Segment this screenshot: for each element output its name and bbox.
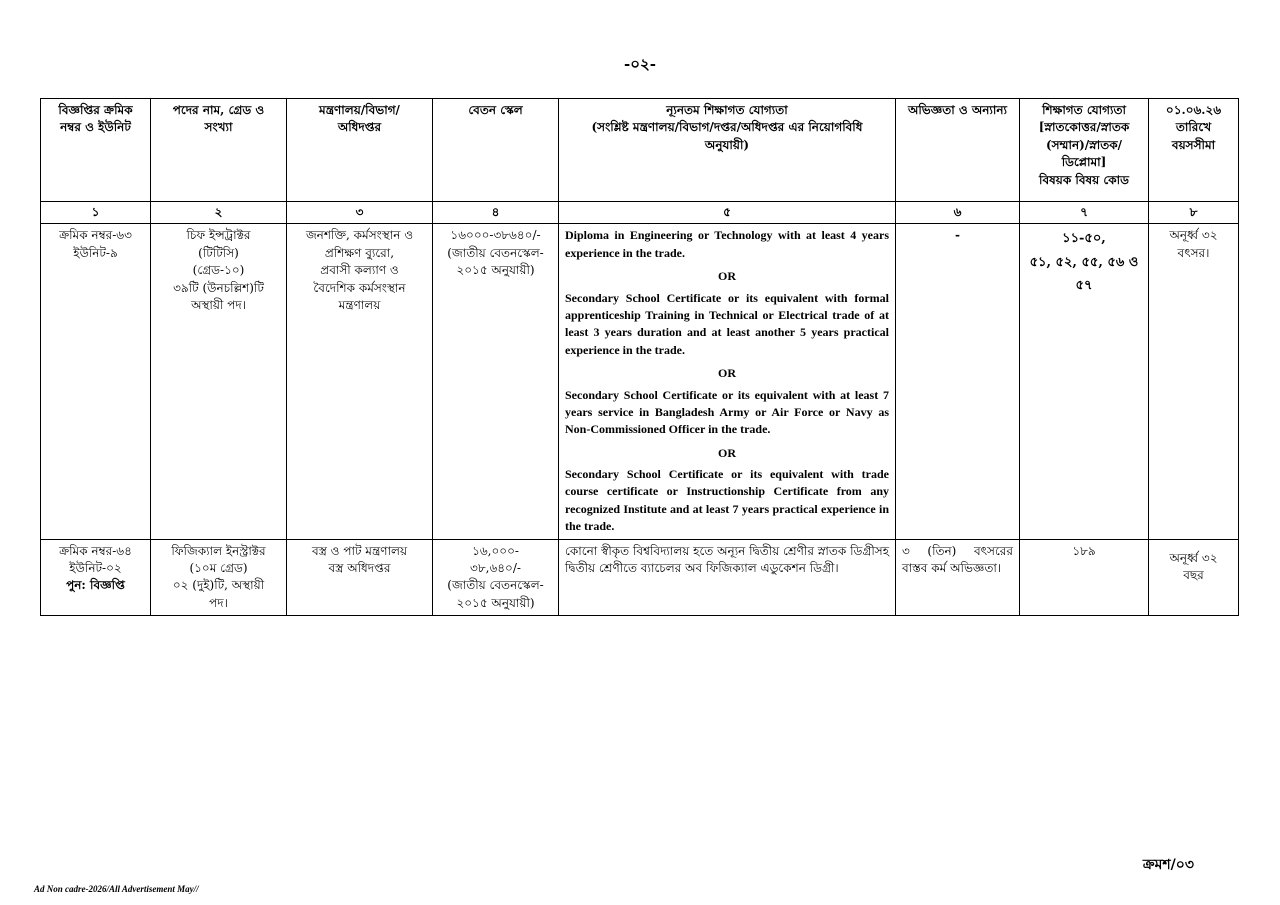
header-min-qualification: ন্যূনতম শিক্ষাগত যোগ্যতা (সংশ্লিষ্ট মন্ত্রণালয়/বিভাগ/দপ্তর/অধিদপ্তর এর নিয়োগবিধি অনুযায়ী) [559,99,896,202]
qualification-option: Diploma in Engineering or Technology with at least 4 years experience in the trade. [565,228,889,260]
experience-cell: - [896,224,1020,539]
qualification-option: Secondary School Certificate or its equivalent with at least 7 years service in Bangladesh Army or Air Force or Navy as Non-Commissioned Officer in the trade. [565,387,889,437]
qualification-cell: কোনো স্বীকৃত বিশ্ববিদ্যালয় হতে অন্যূন দ্বিতীয় শ্রেণীর স্নাতক ডিগ্রীসহ দ্বিতীয় শ্রেণীতে ব্যাচেলর অব ফিজিক্যাল এডুকেশন ডিগ্রী। [559,539,896,616]
pay-scale-cell: ১৬০০০-৩৮৬৪০/- (জাতীয় বেতনস্কেল- ২০১৫ অনুযায়ী) [433,224,559,539]
recruitment-table [40,98,1239,616]
column-number: ৩ [287,202,433,224]
column-number: ২ [151,202,287,224]
age-limit-cell: অনূর্ধ্ব ৩২ বৎসর। [1149,224,1239,539]
header-serial-unit: বিজ্ঞপ্তির ক্রমিক নম্বর ও ইউনিট [41,99,151,202]
age-limit-cell: অনূর্ধ্ব ৩২ বছর [1149,539,1239,616]
table-row [41,539,1239,616]
header-experience: অভিজ্ঞতা ও অন্যান্য [896,99,1020,202]
column-number: ১ [41,202,151,224]
subject-code-cell: ১১-৫০, ৫১, ৫২, ৫৫, ৫৬ ও ৫৭ [1020,224,1149,539]
or-separator: OR [718,269,736,284]
column-number: ৪ [433,202,559,224]
column-number: ৬ [896,202,1020,224]
or-separator: OR [718,366,736,381]
serial-unit-cell: ক্রমিক নম্বর-৬৪ ইউনিট-০২ পুন: বিজ্ঞপ্তি [41,539,151,616]
qualification-option: Secondary School Certificate or its equivalent with formal apprenticeship Training in Technical or Electrical trade of at least 3 years duration and at least another 5 years practical experience in the trade. [565,290,889,357]
experience-cell: ৩ (তিন) বৎসরের বাস্তব কর্ম অভিজ্ঞতা। [896,539,1020,616]
page-number: -০২- [624,55,656,73]
document-reference: Ad Non cadre-2026/All Advertisement May// [34,884,199,894]
header-subject-code: শিক্ষাগত যোগ্যতা [স্নাতকোত্তর/স্নাতক (সম্মান)/স্নাতক/ ডিপ্লোমা] বিষয়ক বিষয় কোড [1020,99,1149,202]
ministry-cell: জনশক্তি, কর্মসংস্থান ও প্রশিক্ষণ ব্যুরো, প্রবাসী কল্যাণ ও বৈদেশিক কর্মসংস্থান মন্ত্রণালয় [287,224,433,539]
column-number: ৮ [1149,202,1239,224]
post-cell: চিফ ইন্সট্রাক্টর (টিটিসি) (গ্রেড-১০) ৩৯টি (উনচল্লিশ)টি অস্থায়ী পদ। [151,224,287,539]
post-cell: ফিজিক্যাল ইনস্ট্রাক্টর (১০ম গ্রেড) ০২ (দুই)টি, অস্থায়ী পদ। [151,539,287,616]
subject-code-cell: ১৮৯ [1020,539,1149,616]
column-number-row [41,202,1239,224]
re-advertisement-label: পুন: বিজ্ঞপ্তি [66,578,125,593]
column-number: ৭ [1020,202,1149,224]
header-pay-scale: বেতন স্কেল [433,99,559,202]
serial-unit-cell: ক্রমিক নম্বর-৬৩ ইউনিট-৯ [41,224,151,539]
qualification-cell [559,224,896,539]
header-ministry: মন্ত্রণালয়/বিভাগ/ অধিদপ্তর [287,99,433,202]
continued-note: ক্রমশ/০৩ [1142,857,1194,873]
ministry-cell: বস্ত্র ও পাট মন্ত্রণালয় বস্ত্র অধিদপ্তর [287,539,433,616]
or-separator: OR [718,445,736,460]
qualification-option: Secondary School Certificate or its equivalent with trade course certificate or Instructionship Certificate from any recognized Institute and at least 7 years practical experience in the trade. [565,467,889,534]
header-post-grade: পদের নাম, গ্রেড ও সংখ্যা [151,99,287,202]
header-age-limit: ০১.০৬.২৬ তারিখে বয়সসীমা [1149,99,1239,202]
pay-scale-cell: ১৬,০০০- ৩৮,৬৪০/- (জাতীয় বেতনস্কেল- ২০১৫ অনুযায়ী) [433,539,559,616]
table-row [41,224,1239,539]
column-number: ৫ [559,202,896,224]
header-row [41,99,1239,202]
